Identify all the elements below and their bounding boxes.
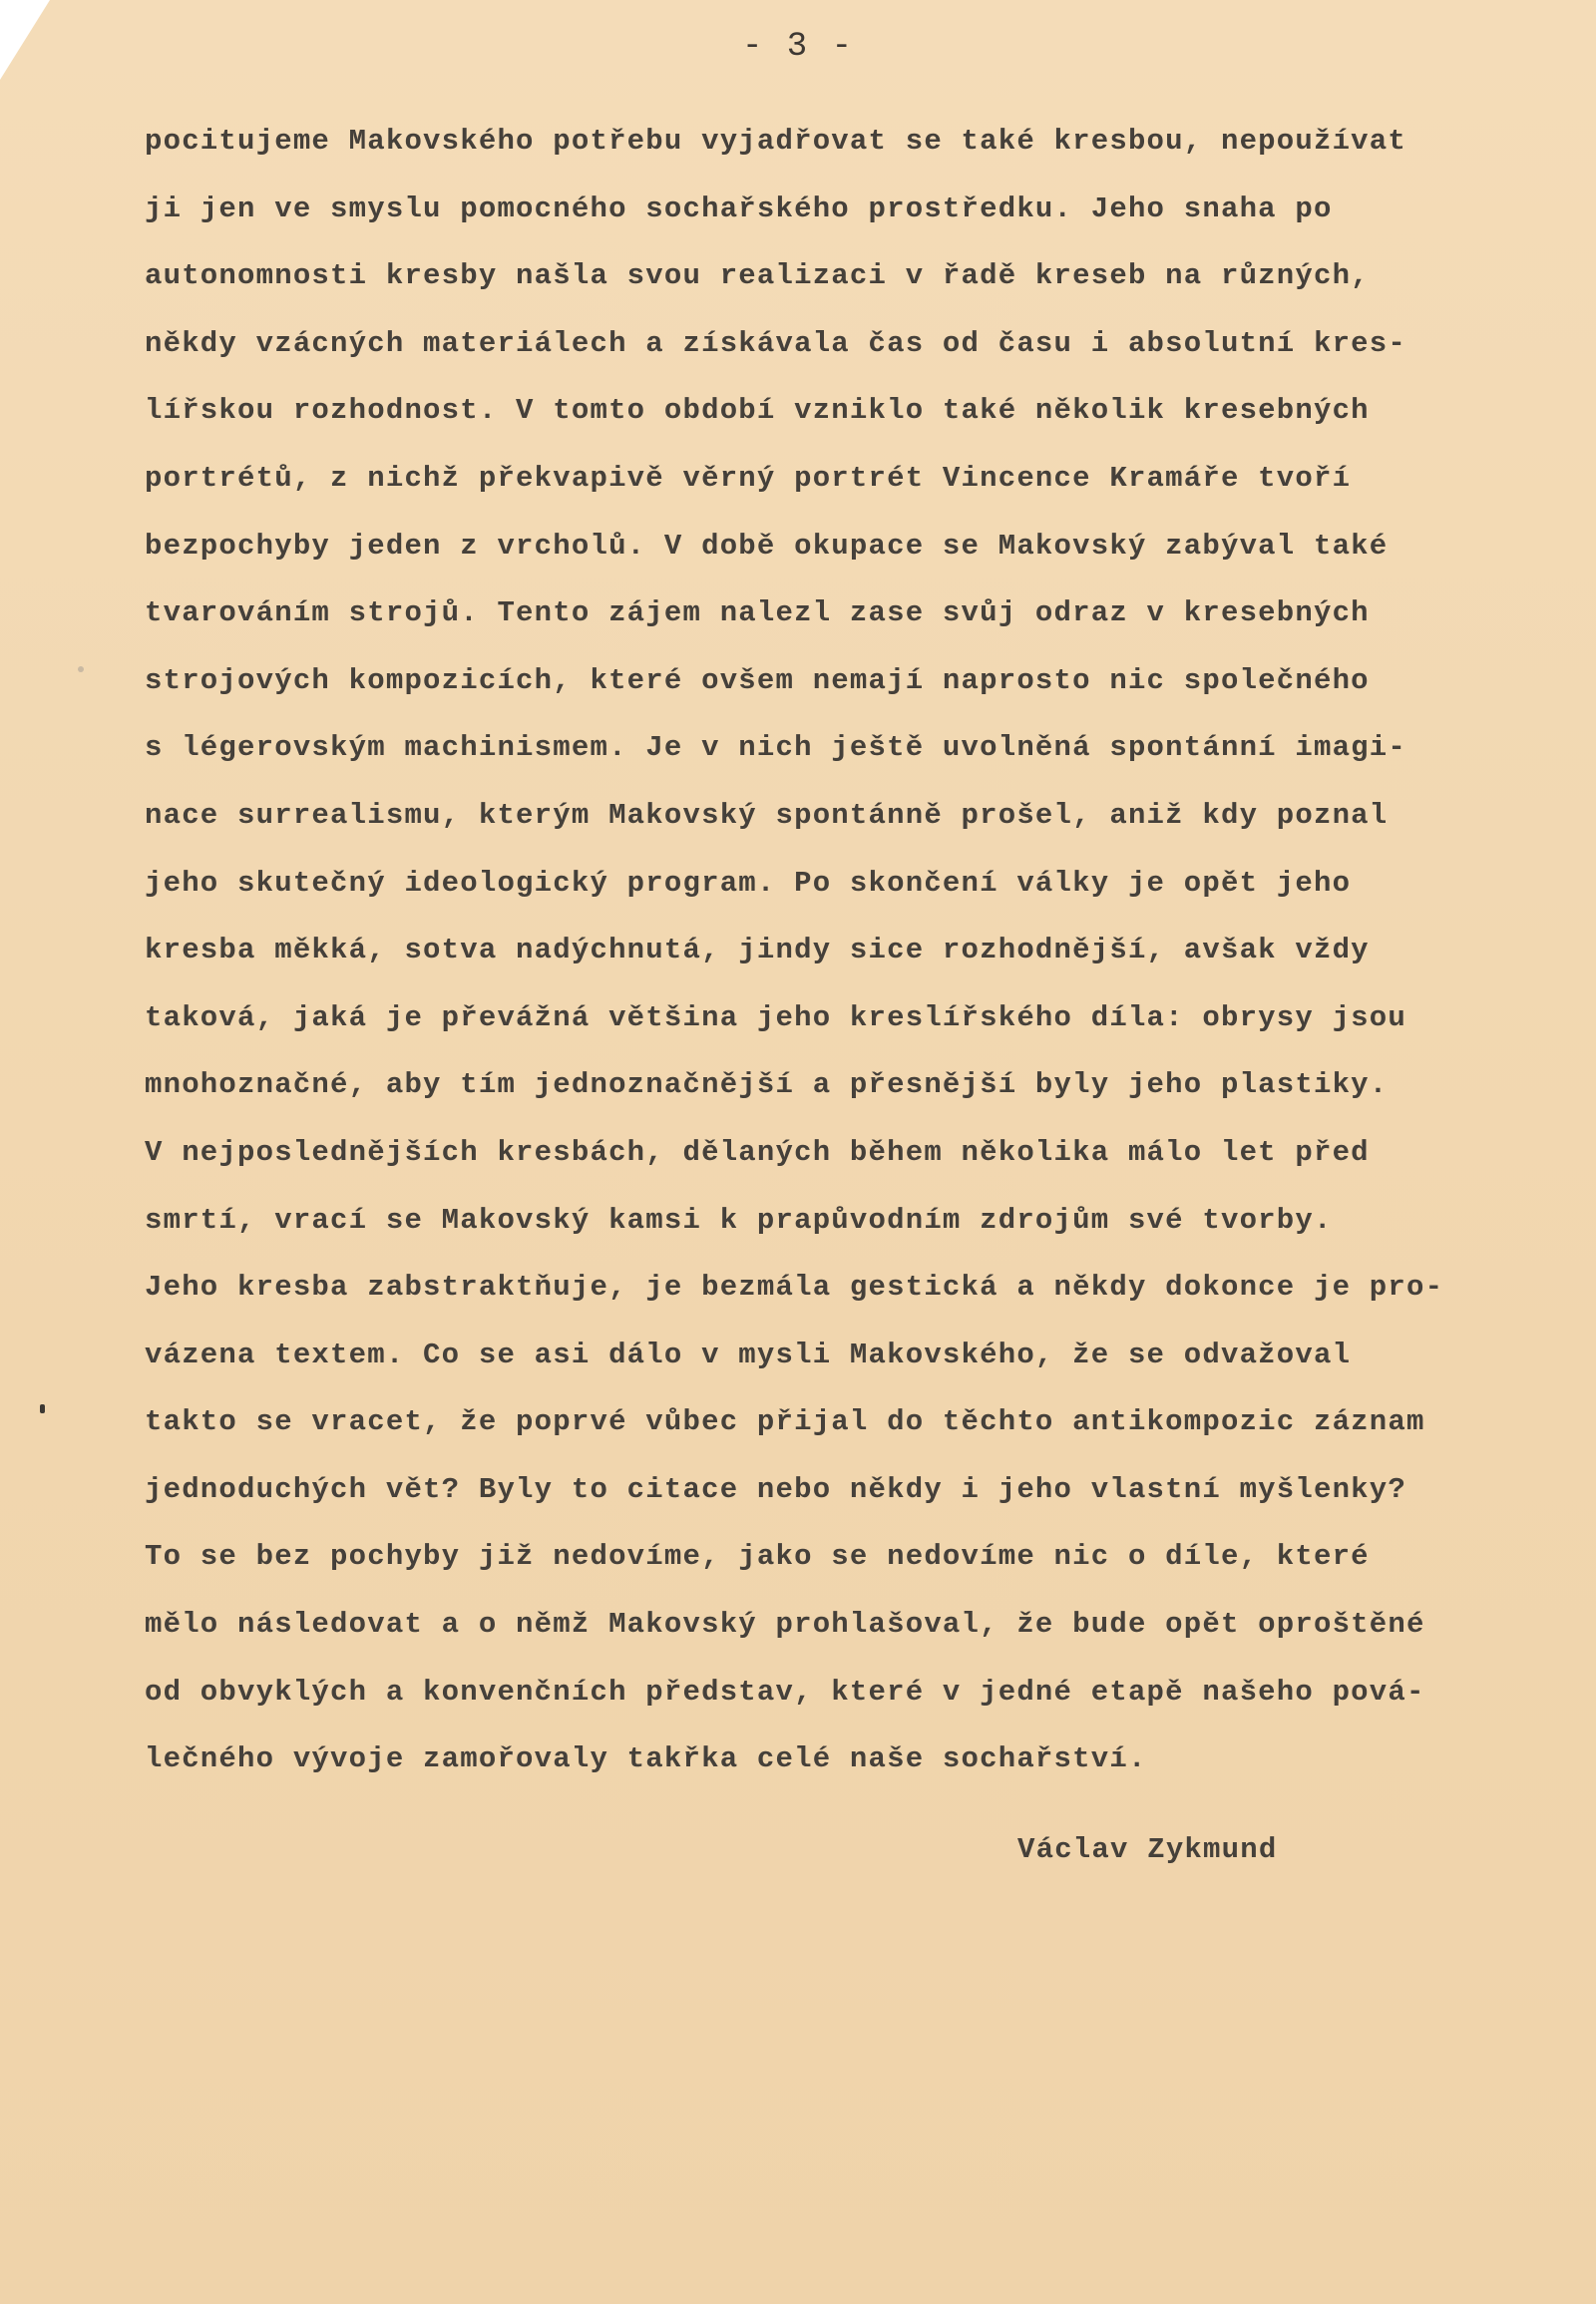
text-line: vázena textem. Co se asi dálo v mysli Makovského, že se odvažoval [145, 1338, 1352, 1371]
text-line: lířskou rozhodnost. V tomto období vzniklo také několik kresebných [145, 394, 1370, 428]
text-line: autonomnosti kresby našla svou realizaci v řadě kreseb na různých, [145, 259, 1370, 293]
text-line: tvarováním strojů. Tento zájem nalezl zase svůj odraz v kresebných [145, 596, 1370, 630]
text-line: bezpochyby jeden z vrcholů. V době okupace se Makovský zabýval také [145, 529, 1389, 563]
text-line: taková, jaká je převážná většina jeho kreslířského díla: obrysy jsou [145, 1000, 1406, 1034]
text-line: kresba měkká, sotva nadýchnutá, jindy sice rozhodnější, avšak vždy [145, 934, 1370, 967]
text-line: jednoduchých vět? Byly to citace nebo někdy i jeho vlastní myšlenky? [145, 1472, 1406, 1506]
text-line: ji jen ve smyslu pomocného sochařského prostředku. Jeho snaha po [145, 192, 1333, 225]
text-line: nace surrealismu, kterým Makovský spontánně prošel, aniž kdy poznal [145, 798, 1389, 832]
typewritten-paragraph [145, 108, 1561, 1793]
text-line: takto se vracet, že poprvé vůbec přijal do těchto antikompozic záznam [145, 1405, 1425, 1439]
text-line: někdy vzácných materiálech a získávala čas od času i absolutní kres- [145, 326, 1406, 360]
text-line: smrtí, vrací se Makovský kamsi k prapůvodním zdrojům své tvorby. [145, 1203, 1333, 1237]
text-line: Jeho kresba zabstraktňuje, je bezmála gestická a někdy dokonce je pro- [145, 1271, 1444, 1305]
author-signature: Václav Zykmund [1017, 1833, 1278, 1866]
text-line: To se bez pochyby již nedovíme, jako se nedovíme nic o díle, které [145, 1540, 1370, 1574]
text-line: jeho skutečný ideologický program. Po skončení války je opět jeho [145, 866, 1352, 900]
text-line: pocitujeme Makovského potřebu vyjadřovat se také kresbou, nepoužívat [145, 125, 1406, 158]
margin-mark [78, 666, 84, 672]
page-number: - 3 - [741, 28, 855, 66]
text-line: mělo následovat a o němž Makovský prohlašoval, že bude opět oproštěné [145, 1608, 1425, 1642]
text-line: od obvyklých a konvenčních představ, které v jedné etapě našeho pová- [145, 1675, 1425, 1709]
text-line: strojových kompozicích, které ovšem nemají naprosto nic společného [145, 663, 1370, 697]
text-line: V nejposlednějších kresbách, dělaných během několika málo let před [145, 1135, 1370, 1169]
text-line: lečného vývoje zamořovaly takřka celé naše sochařství. [145, 1742, 1147, 1776]
text-line: s légerovským machinismem. Je v nich ještě uvolněná spontánní imagi- [145, 731, 1406, 765]
margin-mark [40, 1404, 45, 1413]
text-line: mnohoznačné, aby tím jednoznačnější a přesnější byly jeho plastiky. [145, 1068, 1389, 1102]
text-line: portrétů, z nichž překvapivě věrný portrét Vincence Kramáře tvoří [145, 461, 1352, 495]
